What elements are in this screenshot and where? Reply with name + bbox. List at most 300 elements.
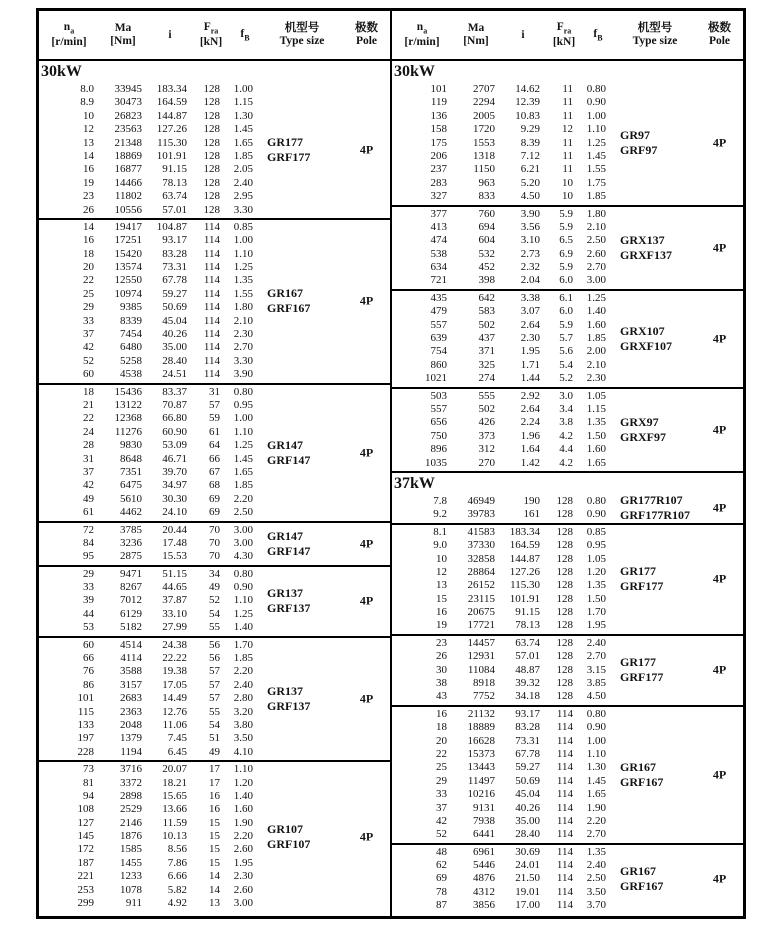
- spec-block: [39, 220, 390, 385]
- cell-fra: 128: [556, 690, 573, 703]
- cell-fra: 6.9: [559, 247, 573, 260]
- cell-ma: 7454: [120, 328, 142, 341]
- cell-fra: 128: [556, 606, 573, 619]
- table-row: [392, 208, 743, 221]
- cell-i: 93.17: [515, 707, 540, 720]
- table-row: [39, 621, 390, 634]
- cell-i: 183.34: [156, 83, 187, 95]
- cell-ma: 46949: [467, 494, 495, 507]
- type-size-line: GR177: [620, 564, 656, 579]
- pole-label: 4P: [359, 142, 374, 157]
- cell-na: 538: [430, 247, 447, 260]
- table-row: [39, 83, 390, 96]
- cell-fb: 1.95: [233, 856, 253, 869]
- table-row: [39, 857, 390, 870]
- cell-fra: 114: [203, 261, 220, 274]
- header-cell-na: [39, 11, 99, 59]
- header-label: [708, 22, 731, 35]
- cell-fra: 15: [209, 843, 220, 856]
- cell-i: 19.38: [162, 665, 187, 678]
- cell-i: 45.04: [515, 788, 540, 801]
- cell-i: 10.13: [162, 830, 187, 843]
- table-row: [392, 846, 743, 859]
- header-cell-pole: [343, 11, 390, 59]
- cell-fra: 11: [562, 83, 573, 95]
- cell-ma: 8648: [120, 452, 142, 465]
- cell-na: 19: [83, 176, 94, 189]
- cell-ma: 1318: [473, 149, 495, 162]
- table-row: [39, 732, 390, 745]
- cell-i: 34.97: [162, 479, 187, 492]
- cell-na: 253: [77, 883, 94, 896]
- cell-fra: 34: [209, 567, 220, 580]
- cell-ma: 1379: [120, 732, 142, 745]
- type-size-line: GRF147: [267, 543, 311, 558]
- cell-i: 7.45: [167, 732, 187, 745]
- cell-i: 24.38: [162, 638, 187, 651]
- cell-na: 101: [430, 83, 447, 95]
- cell-ma: 9385: [120, 301, 142, 314]
- type-size-label: [267, 135, 310, 165]
- cell-i: 6.45: [167, 745, 187, 758]
- cell-na: 221: [77, 870, 94, 883]
- cell-fra: 4.2: [559, 429, 573, 442]
- cell-na: 12: [83, 123, 94, 136]
- cell-fb: 0.85: [233, 220, 253, 233]
- cell-ma: 3716: [120, 763, 142, 776]
- cell-fra: 55: [209, 621, 220, 634]
- spec-block: [392, 207, 743, 291]
- cell-fb: 1.85: [233, 479, 253, 492]
- header-label: [204, 21, 219, 35]
- header-main-text: i: [521, 28, 525, 41]
- cell-ma: 23115: [467, 592, 495, 605]
- table-row: [39, 790, 390, 803]
- spec-block: [392, 82, 743, 207]
- cell-fb: 2.50: [586, 234, 606, 247]
- cell-fb: 3.90: [233, 368, 253, 381]
- cell-na: 29: [83, 567, 94, 580]
- header-label: [557, 21, 572, 35]
- cell-i: 7.86: [167, 856, 187, 869]
- cell-i: 161: [523, 508, 540, 521]
- type-size-line: GRF167: [620, 774, 664, 789]
- cell-na: 639: [430, 332, 447, 345]
- cell-i: 40.26: [515, 801, 540, 814]
- cell-fra: 114: [556, 859, 573, 872]
- table-row: [392, 274, 743, 287]
- cell-i: 50.69: [162, 301, 187, 314]
- cell-fra: 6.1: [559, 291, 573, 304]
- cell-i: 20.44: [162, 523, 187, 536]
- table-row: [392, 775, 743, 788]
- cell-fb: 1.45: [586, 774, 606, 787]
- cell-i: 144.87: [509, 552, 540, 565]
- cell-fra: 70: [209, 536, 220, 549]
- cell-i: 101.91: [156, 149, 187, 162]
- cell-fra: 15: [209, 856, 220, 869]
- cell-fb: 2.50: [233, 506, 253, 519]
- table-row: [392, 221, 743, 234]
- header-label: [593, 28, 602, 42]
- type-size-line: GR167: [267, 286, 303, 301]
- cell-na: 23: [436, 636, 447, 649]
- spec-block: [392, 494, 743, 525]
- cell-fra: 114: [556, 774, 573, 787]
- cell-ma: 1553: [473, 136, 495, 149]
- cell-ma: 4514: [120, 638, 142, 651]
- cell-fb: 2.10: [586, 220, 606, 233]
- cell-na: 474: [430, 234, 447, 247]
- cell-fb: 0.80: [586, 83, 606, 95]
- type-size-line: GRXF97: [620, 429, 666, 444]
- cell-ma: 2294: [473, 96, 495, 109]
- cell-fb: 3.85: [586, 677, 606, 690]
- cell-i: 21.50: [515, 872, 540, 885]
- cell-fb: 1.20: [586, 565, 606, 578]
- cell-fb: 2.40: [586, 636, 606, 649]
- type-size-line: GR177R107: [620, 493, 683, 508]
- cell-fb: 1.95: [586, 619, 606, 632]
- table-row: [39, 746, 390, 759]
- cell-ma: 21132: [467, 707, 495, 720]
- table-row: [392, 788, 743, 801]
- cell-fra: 114: [203, 354, 220, 367]
- cell-fb: 1.25: [233, 607, 253, 620]
- cell-fra: 4.4: [559, 443, 573, 456]
- cell-na: 9.0: [433, 539, 447, 552]
- cell-ma: 4462: [120, 506, 142, 519]
- table-row: [39, 261, 390, 274]
- cell-na: 37: [83, 328, 94, 341]
- table-row: [392, 372, 743, 385]
- cell-i: 22.22: [162, 652, 187, 665]
- cell-i: 35.00: [515, 814, 540, 827]
- cell-fb: 1.70: [233, 638, 253, 651]
- header-main-text: f: [593, 27, 598, 40]
- cell-fb: 3.15: [586, 663, 606, 676]
- cell-fb: 1.15: [233, 96, 253, 109]
- cell-ma: 2683: [120, 692, 142, 705]
- cell-fb: 2.70: [233, 341, 253, 354]
- cell-fb: 2.40: [233, 678, 253, 691]
- pole-label: 4P: [712, 571, 727, 586]
- table-row: [39, 96, 390, 109]
- cell-fra: 114: [556, 899, 573, 912]
- table-row: [39, 386, 390, 399]
- cell-fra: 11: [562, 149, 573, 162]
- cell-fb: 1.00: [233, 234, 253, 247]
- cell-fra: 128: [203, 176, 220, 189]
- cell-ma: 21348: [114, 136, 142, 149]
- table-row: [39, 439, 390, 452]
- cell-i: 39.70: [162, 465, 187, 478]
- spec-block: [392, 389, 743, 473]
- table-row: [392, 815, 743, 828]
- cell-ma: 1455: [120, 856, 142, 869]
- cell-i: 34.18: [515, 690, 540, 703]
- table-row: [392, 345, 743, 358]
- table-row: [39, 248, 390, 261]
- spec-block: [39, 638, 390, 763]
- cell-ma: 6475: [120, 479, 142, 492]
- cell-na: 29: [83, 301, 94, 314]
- header-cell-type: [614, 11, 696, 59]
- cell-i: 3.90: [520, 207, 540, 220]
- cell-i: 104.87: [156, 220, 187, 233]
- table-row: [392, 359, 743, 372]
- table-row: [392, 430, 743, 443]
- cell-ma: 760: [478, 207, 495, 220]
- cell-i: 33.10: [162, 607, 187, 620]
- pole-label: 4P: [359, 445, 374, 460]
- table-row: [39, 568, 390, 581]
- cell-fra: 128: [556, 565, 573, 578]
- cell-ma: 2146: [120, 816, 142, 829]
- table-row: [39, 150, 390, 163]
- cell-ma: 13574: [114, 261, 142, 274]
- cell-na: 14: [83, 220, 94, 233]
- cell-fra: 114: [556, 828, 573, 841]
- table-row: [392, 579, 743, 592]
- table-row: [392, 593, 743, 606]
- table-row: [39, 763, 390, 776]
- cell-ma: 13122: [114, 398, 142, 411]
- type-size-line: GRX97: [620, 414, 659, 429]
- cell-fb: 2.60: [233, 883, 253, 896]
- cell-na: 228: [77, 745, 94, 758]
- cell-na: 108: [77, 803, 94, 816]
- table-row: [39, 288, 390, 301]
- cell-ma: 502: [478, 402, 495, 415]
- cell-i: 7.12: [520, 149, 540, 162]
- cell-ma: 437: [478, 332, 495, 345]
- cell-ma: 12931: [467, 650, 495, 663]
- cell-ma: 1876: [120, 830, 142, 843]
- cell-na: 557: [430, 402, 447, 415]
- cell-i: 45.04: [162, 314, 187, 327]
- cell-na: 16: [436, 606, 447, 619]
- table-row: [39, 870, 390, 883]
- table-row: [392, 110, 743, 123]
- cell-fb: 2.60: [233, 843, 253, 856]
- header-main-text: 机型号: [284, 22, 320, 34]
- cell-i: 57.01: [162, 203, 187, 216]
- spec-block: [39, 82, 390, 220]
- cell-fb: 1.20: [233, 776, 253, 789]
- cell-na: 22: [83, 412, 94, 425]
- cell-na: 42: [436, 814, 447, 827]
- header-main-text: F: [556, 21, 564, 34]
- cell-ma: 5258: [120, 354, 142, 367]
- cell-na: 754: [430, 345, 447, 358]
- cell-i: 48.87: [515, 663, 540, 676]
- cell-ma: 1720: [473, 123, 495, 136]
- cell-fra: 54: [209, 607, 220, 620]
- cell-ma: 583: [478, 305, 495, 318]
- cell-i: 101.91: [509, 592, 540, 605]
- cell-fb: 4.10: [233, 745, 253, 758]
- header-unit: Type size: [279, 35, 325, 47]
- cell-i: 18.21: [162, 776, 187, 789]
- cell-fra: 128: [556, 592, 573, 605]
- cell-fb: 2.00: [586, 345, 606, 358]
- cell-fra: 68: [209, 479, 220, 492]
- header-unit: [kN]: [199, 35, 223, 48]
- cell-ma: 2875: [120, 550, 142, 563]
- cell-fra: 128: [203, 149, 220, 162]
- table-row: [392, 96, 743, 109]
- header-label: [168, 29, 171, 42]
- cell-ma: 11497: [467, 774, 495, 787]
- header-label: [638, 22, 673, 35]
- pole-label: 4P: [712, 871, 727, 886]
- type-size-line: GRF167: [267, 301, 311, 316]
- cell-fra: 114: [203, 328, 220, 341]
- cell-i: 53.09: [162, 439, 187, 452]
- table-row: [39, 706, 390, 719]
- cell-na: 20: [436, 734, 447, 747]
- table-row: [39, 639, 390, 652]
- cell-na: 21: [83, 398, 94, 411]
- header-cell-i: [500, 11, 546, 59]
- header-label: [285, 22, 320, 35]
- cell-fb: 2.30: [586, 372, 606, 385]
- cell-fra: 128: [203, 123, 220, 136]
- cell-na: 53: [83, 621, 94, 634]
- cell-ma: 2363: [120, 705, 142, 718]
- cell-ma: 2898: [120, 789, 142, 802]
- pole-label: 4P: [359, 829, 374, 844]
- cell-i: 15.53: [162, 550, 187, 563]
- cell-na: 145: [77, 830, 94, 843]
- cell-na: 299: [77, 897, 94, 910]
- cell-ma: 911: [125, 897, 142, 910]
- cell-na: 19: [436, 619, 447, 632]
- cell-ma: 426: [478, 416, 495, 429]
- spec-block: [392, 845, 743, 914]
- cell-ma: 3588: [120, 665, 142, 678]
- cell-ma: 3372: [120, 776, 142, 789]
- cell-na: 84: [83, 536, 94, 549]
- cell-na: 31: [83, 452, 94, 465]
- cell-ma: 5446: [473, 859, 495, 872]
- cell-fra: 128: [203, 136, 220, 149]
- cell-fb: 1.80: [233, 301, 253, 314]
- header-main-text: 极数: [355, 22, 378, 34]
- table-row: [39, 221, 390, 234]
- cell-i: 83.37: [162, 385, 187, 398]
- cell-ma: 7752: [473, 690, 495, 703]
- type-size-line: GRF177: [267, 149, 311, 164]
- cell-fra: 3.8: [559, 416, 573, 429]
- cell-i: 6.21: [520, 163, 540, 176]
- cell-ma: 30473: [114, 96, 142, 109]
- cell-fra: 5.9: [559, 318, 573, 331]
- spec-block: [392, 291, 743, 389]
- cell-i: 24.10: [162, 506, 187, 519]
- cell-fra: 5.9: [559, 220, 573, 233]
- cell-ma: 532: [478, 247, 495, 260]
- header-main-text: 机型号: [637, 22, 673, 34]
- cell-ma: 642: [478, 291, 495, 304]
- cell-fra: 15: [209, 830, 220, 843]
- cell-ma: 15420: [114, 247, 142, 260]
- cell-na: 119: [430, 96, 447, 109]
- cell-fb: 2.30: [233, 870, 253, 883]
- table-row: [392, 416, 743, 429]
- cell-i: 1.95: [520, 345, 540, 358]
- type-size-label: [620, 415, 666, 445]
- cell-ma: 8918: [473, 677, 495, 690]
- type-size-label: [620, 233, 672, 263]
- cell-fb: 1.35: [586, 416, 606, 429]
- cell-na: 52: [83, 354, 94, 367]
- cell-i: 2.64: [520, 318, 540, 331]
- cell-fra: 128: [556, 525, 573, 538]
- cell-fra: 114: [556, 845, 573, 858]
- cell-na: 60: [83, 368, 94, 381]
- header-subscript: ra: [210, 26, 219, 36]
- spec-block: [392, 525, 743, 636]
- table-row: [39, 830, 390, 843]
- cell-i: 1.71: [520, 358, 540, 371]
- cell-ma: 1150: [473, 163, 495, 176]
- cell-ma: 39783: [467, 508, 495, 521]
- cell-fra: 3.0: [559, 389, 573, 402]
- cell-na: 8.9: [80, 96, 94, 109]
- type-size-label: [620, 864, 663, 894]
- spec-block: [392, 636, 743, 707]
- table-row: [39, 537, 390, 550]
- table-row: [39, 274, 390, 287]
- cell-na: 44: [83, 607, 94, 620]
- cell-i: 2.04: [520, 274, 540, 287]
- cell-fb: 2.40: [233, 176, 253, 189]
- cell-fb: 1.65: [586, 456, 606, 469]
- spec-block: [392, 707, 743, 845]
- pole-label: 4P: [712, 767, 727, 782]
- cell-na: 20: [83, 261, 94, 274]
- type-size-line: GR177: [267, 134, 303, 149]
- type-size-line: GRF107: [267, 836, 311, 851]
- cell-na: 37: [436, 801, 447, 814]
- cell-i: 35.00: [162, 341, 187, 354]
- pole-label: 4P: [712, 135, 727, 150]
- cell-i: 20.07: [162, 763, 187, 776]
- table-row: [392, 566, 743, 579]
- cell-na: 37: [83, 465, 94, 478]
- cell-fb: 1.50: [586, 592, 606, 605]
- cell-ma: 11084: [467, 663, 495, 676]
- cell-fb: 1.25: [586, 136, 606, 149]
- header-subscript: a: [423, 26, 428, 36]
- header-unit: [r/min]: [404, 35, 440, 48]
- cell-na: 283: [430, 176, 447, 189]
- cell-fra: 128: [556, 650, 573, 663]
- table-row: [392, 526, 743, 539]
- cell-fb: 1.10: [233, 594, 253, 607]
- table-row: [392, 619, 743, 632]
- header-unit: [Nm]: [110, 35, 136, 47]
- cell-na: 634: [430, 261, 447, 274]
- cell-fra: 128: [203, 203, 220, 216]
- cell-i: 14.62: [515, 83, 540, 95]
- header-cell-pole: [696, 11, 743, 59]
- cell-fra: 114: [556, 885, 573, 898]
- type-size-line: GR97: [620, 128, 650, 143]
- header-cell-fra: [546, 11, 582, 59]
